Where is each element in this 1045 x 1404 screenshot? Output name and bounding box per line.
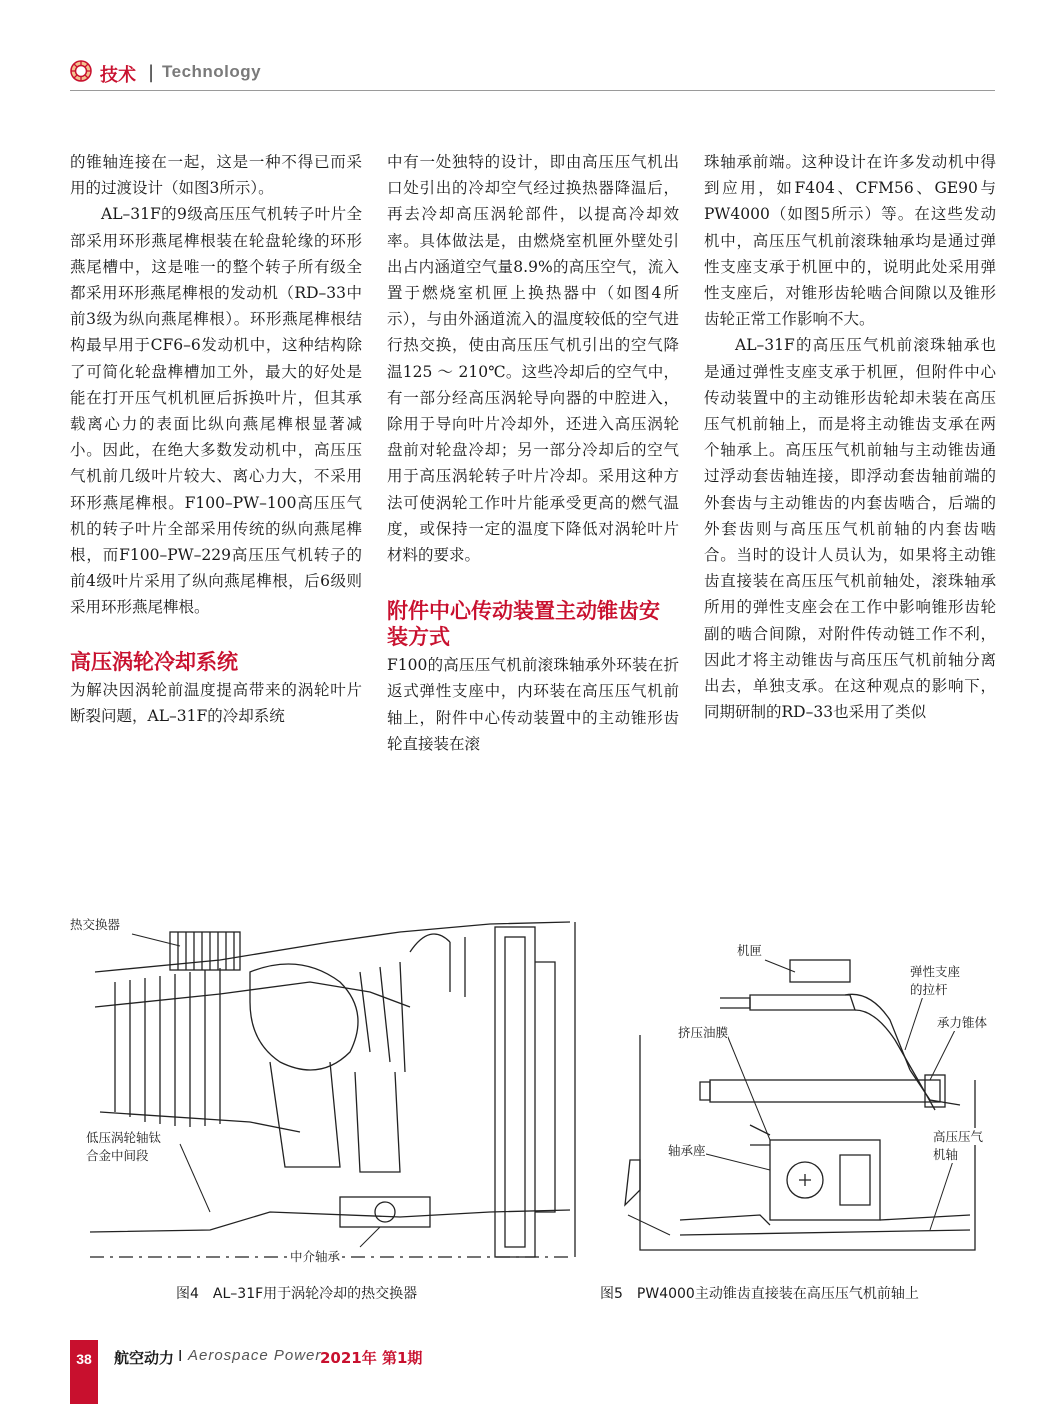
text-column-3 — [704, 149, 996, 725]
page-header — [70, 56, 995, 92]
paragraph: AL–31F的9级高压压气机转子叶片全部采用环形燕尾榫根装在轮盘轮缘的环形燕尾槽中，这是唯一的整个转子所有级全都采用环形燕尾榫根的发动机（RD–33中前3级为纵向燕尾榫根）。环形燕尾榫根结构最早用于CF6–6发动机中，这种结构除了可简化轮盘榫槽加工外，最大的好处是能在打开压气机机匣后拆换叶片，但其承载离心力的表面比纵向燕尾榫根显著减小。因此，在绝大多数发动机中，高压压气机前几级叶片较大、离心力大，不采用环形燕尾榫根。F100–PW–100高压压气机的转子叶片全部采用传统的纵向燕尾榫根，而F100–PW–229高压压气机转子的前4级叶片采用了纵向燕尾榫根，后6级则采用环形燕尾榫根。 — [70, 205, 362, 617]
page-number-box — [70, 1340, 98, 1404]
paragraph: 的锥轴连接在一起，这是一种不得已而采用的过渡设计（如图3所示）。 — [70, 153, 362, 198]
section-heading: 高压涡轮冷却系统 — [70, 649, 238, 674]
paragraph: F100的高压压气机前滚珠轴承外环装在折返式弹性支座中，内环装在高压压气机前轴上，附件中心传动装置中的主动锥形齿轮直接装在滚 — [387, 656, 679, 753]
text-column-1 — [70, 149, 362, 729]
engine-section-drawing — [70, 912, 580, 1272]
footer-divider: I — [178, 1347, 183, 1365]
figure-4-caption: 图4 AL–31F用于涡轮冷却的热交换器 — [176, 1286, 418, 1302]
text-column-2 — [387, 149, 679, 757]
paragraph: 珠轴承前端。这种设计在许多发动机中得到应用，如F404、CFM56、GE90与PW4000（如图5所示）等。在这些发动机中，高压压气机前滚珠轴承均是通过弹性支座支承于机匣中的，说明此处采用弹性支座后，对锥形齿轮啮合间隙以及锥形齿轮正常工作影响不大。 — [704, 153, 996, 329]
paragraph: AL–31F的高压压气机前滚珠轴承也是通过弹性支座支承于机匣，但附件中心传动装置中的主动锥形齿轮却未装在高压压气机前轴上，而是将主动锥齿支承在两个轴承上。高压压气机前轴与主动锥齿通过浮动套齿轴连接，即浮动套齿轴前端的外套齿与主动锥齿的内套齿啮合，后端的外套齿则与高压压气机前轴的内套齿啮合。当时的设计人员认为，如果将主动锥齿直接装在高压压气机前轴处，滚珠轴承所用的弹性支座会在工作中影响锥形齿轮副的啮合间隙，对附件传动链工作不利，因此才将主动锥齿与高压压气机前轴分离出去，单独支承。在这种观点的影响下，同期研制的RD–33也采用了类似 — [704, 336, 996, 722]
label-lp-shaft-line1: 低压涡轮轴钛 — [86, 1130, 162, 1145]
header-rule — [70, 90, 995, 91]
label-casing: 机匣 — [737, 943, 763, 958]
section-heading: 附件中心传动装置主动锥齿安装方式 — [387, 599, 660, 650]
label-hp-shaft-line2: 机轴 — [933, 1147, 959, 1162]
label-hp-shaft-line1: 高压压气 — [933, 1129, 984, 1144]
section-title: 技术 — [100, 65, 136, 86]
section-divider: | — [148, 62, 155, 83]
page-footer — [70, 1340, 995, 1380]
paragraph: 中有一处独特的设计，即由高压压气机出口处引出的冷却空气经过换热器降温后，再去冷却高压涡轮部件，以提高冷却效率。具体做法是，由燃烧室机匣外壁处引出占内涵道空气量8.9%的高压空气，流入置于燃烧室机匣上换热器中（如图4所示），与由外涵道流入的温度较低的空气进行热交换，使由高压压气机引出的空气降温125 ～ 210℃。这些冷却后的空气中，有一部分经高压涡轮导向器的中腔进入，除用于导向叶片冷却外，还进入高压涡轮盘前对轮盘冷却；另一部分冷却后的空气用于高压涡轮转子叶片冷却。采用这种方法可使涡轮工作叶片能承受更高的燃气温度，或保持一定的温度下降低对涡轮叶片材料的要求。 — [387, 153, 679, 565]
magazine-title-english: Aerospace Power — [188, 1347, 322, 1364]
label-squeeze-film: 挤压油膜 — [678, 1025, 729, 1040]
page-number: 38 — [76, 1351, 92, 1367]
journal-logo-icon — [70, 60, 92, 82]
label-spring-rod-line2: 的拉杆 — [910, 982, 948, 997]
label-bearing-seat: 轴承座 — [668, 1143, 706, 1158]
label-heat-exchanger: 热交换器 — [70, 917, 121, 932]
magazine-title: 航空动力 — [114, 1349, 175, 1367]
label-load-cone: 承力锥体 — [937, 1015, 988, 1030]
label-intershaft-bearing: 中介轴承 — [290, 1249, 341, 1264]
figure-4-engine-drawing — [70, 912, 580, 1272]
section-title-english: Technology — [162, 62, 262, 81]
paragraph: 为解决因涡轮前温度提高带来的涡轮叶片断裂问题，AL–31F的冷却系统 — [70, 680, 362, 725]
figure-5-caption: 图5 PW4000主动锥齿直接装在高压压气机前轴上 — [600, 1286, 919, 1302]
issue-label: 2021年 第1期 — [320, 1349, 423, 1367]
figure-5-bearing-drawing — [600, 930, 995, 1270]
label-lp-shaft-line2: 合金中间段 — [86, 1148, 149, 1163]
label-spring-rod-line1: 弹性支座 — [910, 964, 961, 979]
